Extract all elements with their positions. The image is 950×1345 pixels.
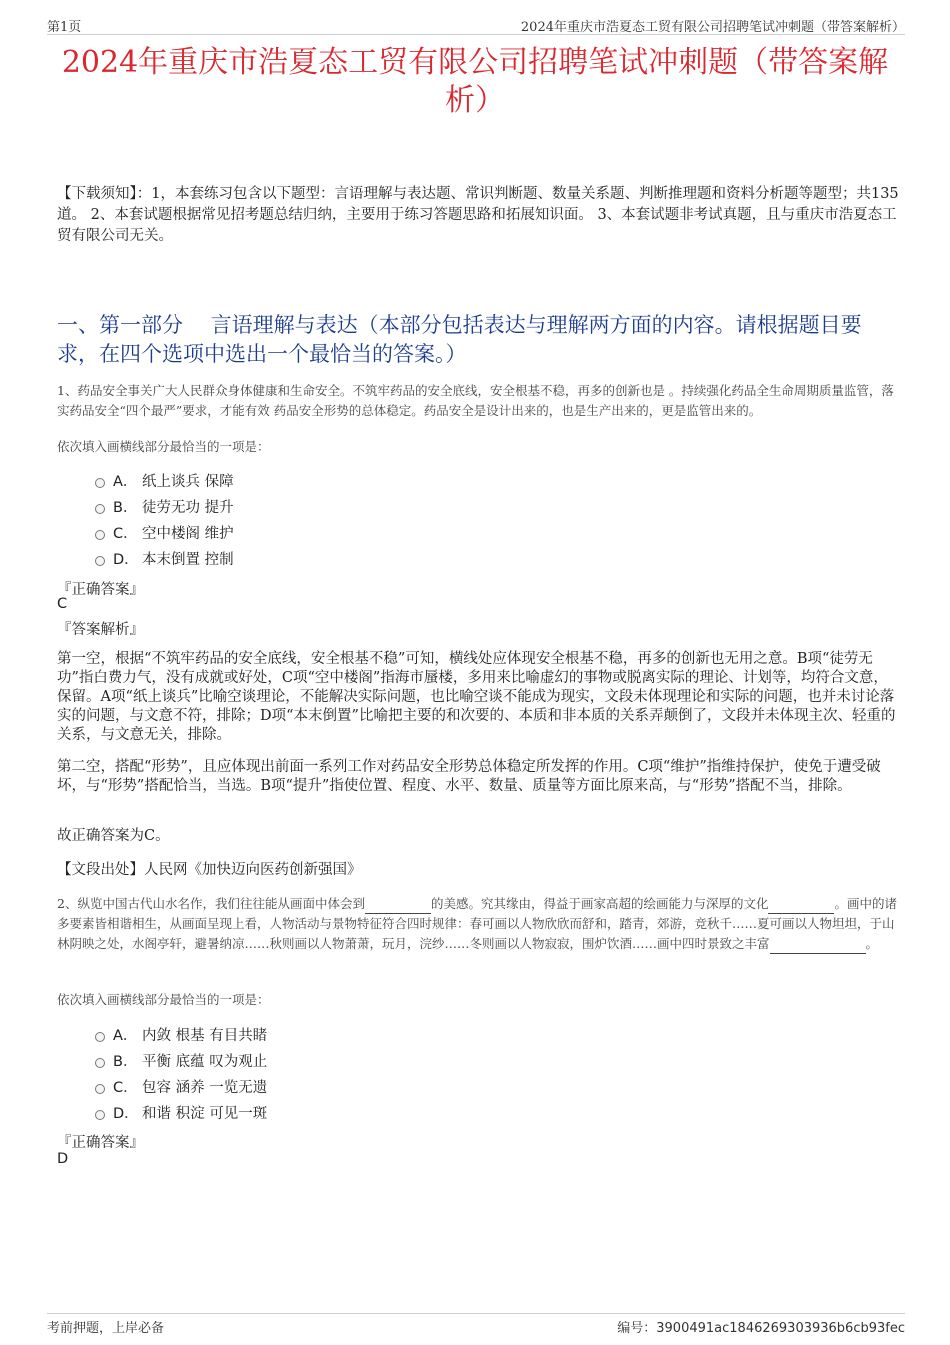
question-2-answer-label: 『正确答案』 xyxy=(57,1135,144,1151)
question-1-option-a[interactable] xyxy=(95,467,234,493)
option-letter: D． xyxy=(113,1105,139,1122)
option-letter: D． xyxy=(113,551,139,568)
option-letter: C． xyxy=(113,525,138,542)
question-2-prompt: 依次填入画横线部分最恰当的一项是： xyxy=(57,992,270,1007)
question-1-source: 【文段出处】人民网《加快迈向医药创新强国》 xyxy=(57,862,362,878)
question-1-option-b[interactable] xyxy=(95,493,234,519)
footer-code-label: 编号： xyxy=(617,1321,657,1336)
question-2-answer: D xyxy=(57,1151,69,1167)
radio-icon[interactable] xyxy=(95,504,105,514)
footer-code-value: 3900491ac1846269303936b6cb93fec xyxy=(656,1321,905,1336)
footer-code xyxy=(617,1317,905,1336)
header-doc-name: 2024年重庆市浩夏态工贸有限公司招聘笔试冲刺题（带答案解析） xyxy=(520,20,905,35)
document-title: 2024年重庆市浩夏态工贸有限公司招聘笔试冲刺题（带答案解析） xyxy=(61,45,889,118)
question-1-answer: C xyxy=(57,596,68,612)
question-2-text-part-3: 。画中的诸多要素皆相谐相生，从画面呈现上看，人物活动与景物特征符合四时规律：春可画以人物欣欣而舒和，踏青，郊游，竞秋千……夏可画以人物坦坦，于山林阴映之处，水阁亭轩，避暑纳凉……秋则画以人物萧萧，玩月，浣纱……冬则画以人物寂寂，围炉饮酒……画中四时景致之丰富 xyxy=(57,896,897,951)
radio-icon[interactable] xyxy=(95,530,105,540)
question-2-option-d[interactable] xyxy=(95,1099,267,1125)
option-text: 纸上谈兵 保障 xyxy=(142,473,234,490)
question-2-text xyxy=(57,894,898,954)
question-2-option-c[interactable] xyxy=(95,1073,267,1099)
blank-line xyxy=(768,899,834,914)
question-2-option-a[interactable] xyxy=(95,1021,267,1047)
radio-icon[interactable] xyxy=(95,1084,105,1094)
question-1-analysis-paragraph-1: 第一空，根据“不筑牢药品的安全底线，安全根基不稳”可知，横线处应体现安全根基不稳，再多的创新也无用之意。B项“徒劳无功”指白费力气，没有成就或好处，C项“空中楼阁”指海市蜃楼，多用来比喻虚幻的事物或脱离实际的理论、计划等，均符合文意，保留。A项“纸上谈兵”比喻空谈理论，不能解决实际问题，也比喻空谈不能成为现实，文段未体现理论和实际的问题，也并未讨论落实的问题，与文意不符，排除；D项“本末倒置”比喻把主要的和次要的、本质和非本质的关系弄颠倒了，文段并未体现主次、轻重的关系，与文意无关，排除。 xyxy=(57,651,896,743)
question-1-prompt: 依次填入画横线部分最恰当的一项是： xyxy=(57,439,270,454)
section-heading: 一、第一部分 言语理解与表达（本部分包括表达与理解两方面的内容。请根据题目要求，在四个选项中选出一个最恰当的答案。） xyxy=(57,313,862,366)
option-text: 包容 涵养 一览无遗 xyxy=(142,1079,268,1096)
question-2-text-part-4: 。 xyxy=(865,936,879,951)
page-footer xyxy=(47,1313,905,1334)
radio-icon[interactable] xyxy=(95,556,105,566)
radio-icon[interactable] xyxy=(95,1058,105,1068)
page-header xyxy=(47,14,905,35)
question-2-option-b[interactable] xyxy=(95,1047,267,1073)
blank-line xyxy=(770,939,866,954)
option-text: 和谐 积淀 可见一斑 xyxy=(142,1105,268,1122)
question-1-conclusion: 故正确答案为C。 xyxy=(57,828,170,844)
option-letter: B． xyxy=(113,499,138,516)
option-letter: A． xyxy=(113,1027,138,1044)
question-2-text-part-2: 的美感。究其缘由，得益于画家高超的绘画能力与深厚的文化 xyxy=(430,896,769,911)
option-text: 本末倒置 控制 xyxy=(142,551,234,568)
question-1-options xyxy=(95,467,234,571)
page-number: 第1页 xyxy=(47,20,82,35)
radio-icon[interactable] xyxy=(95,1110,105,1120)
radio-icon[interactable] xyxy=(95,478,105,488)
download-notice: 【下载须知】：1，本套练习包含以下题型：言语理解与表达题、常识判断题、数量关系题、判断推理题和资料分析题等题型；共135道。 2、本套试题根据常见招考题总结归纳，主要用于练习答题思路和拓展知识面。 3、本套试题非考试真题，且与重庆市浩夏态工贸有限公司无关。 xyxy=(57,186,899,244)
option-letter: C． xyxy=(113,1079,138,1096)
option-text: 平衡 底蕴 叹为观止 xyxy=(142,1053,268,1070)
option-text: 内敛 根基 有目共睹 xyxy=(142,1027,268,1044)
question-1-analysis-label: 『答案解析』 xyxy=(57,622,144,638)
option-letter: A． xyxy=(113,473,138,490)
question-2-options xyxy=(95,1021,267,1125)
question-2-text-part-1: 2、纵览中国古代山水名作，我们往往能从画面中体会到 xyxy=(57,896,365,911)
question-1-option-c[interactable] xyxy=(95,519,234,545)
blank-line xyxy=(365,899,431,914)
question-1-text: 1、药品安全事关广大人民群众身体健康和生命安全。不筑牢药品的安全底线，安全根基不稳，再多的创新也是 。持续强化药品全生命周期质量监管，落实药品安全“四个最严”要求，才能有效 药品安全形势的总体稳定。药品安全是设计出来的，也是生产出来的，更是监管出来的。 xyxy=(57,383,894,418)
question-1-answer-label: 『正确答案』 xyxy=(57,582,144,598)
option-letter: B． xyxy=(113,1053,138,1070)
radio-icon[interactable] xyxy=(95,1032,105,1042)
question-1-analysis-paragraph-2: 第二空，搭配“形势”，且应体现出前面一系列工作对药品安全形势总体稳定所发挥的作用。C项“维护”指维持保护，使免于遭受破坏，与“形势”搭配恰当，当选。B项“提升”指使位置、程度、水平、数量、质量等方面比原来高，与“形势”搭配不当，排除。 xyxy=(57,759,881,794)
question-1-option-d[interactable] xyxy=(95,545,234,571)
option-text: 空中楼阁 维护 xyxy=(142,525,234,542)
footer-slogan: 考前押题，上岸必备 xyxy=(47,1321,165,1336)
option-text: 徒劳无功 提升 xyxy=(142,499,234,516)
